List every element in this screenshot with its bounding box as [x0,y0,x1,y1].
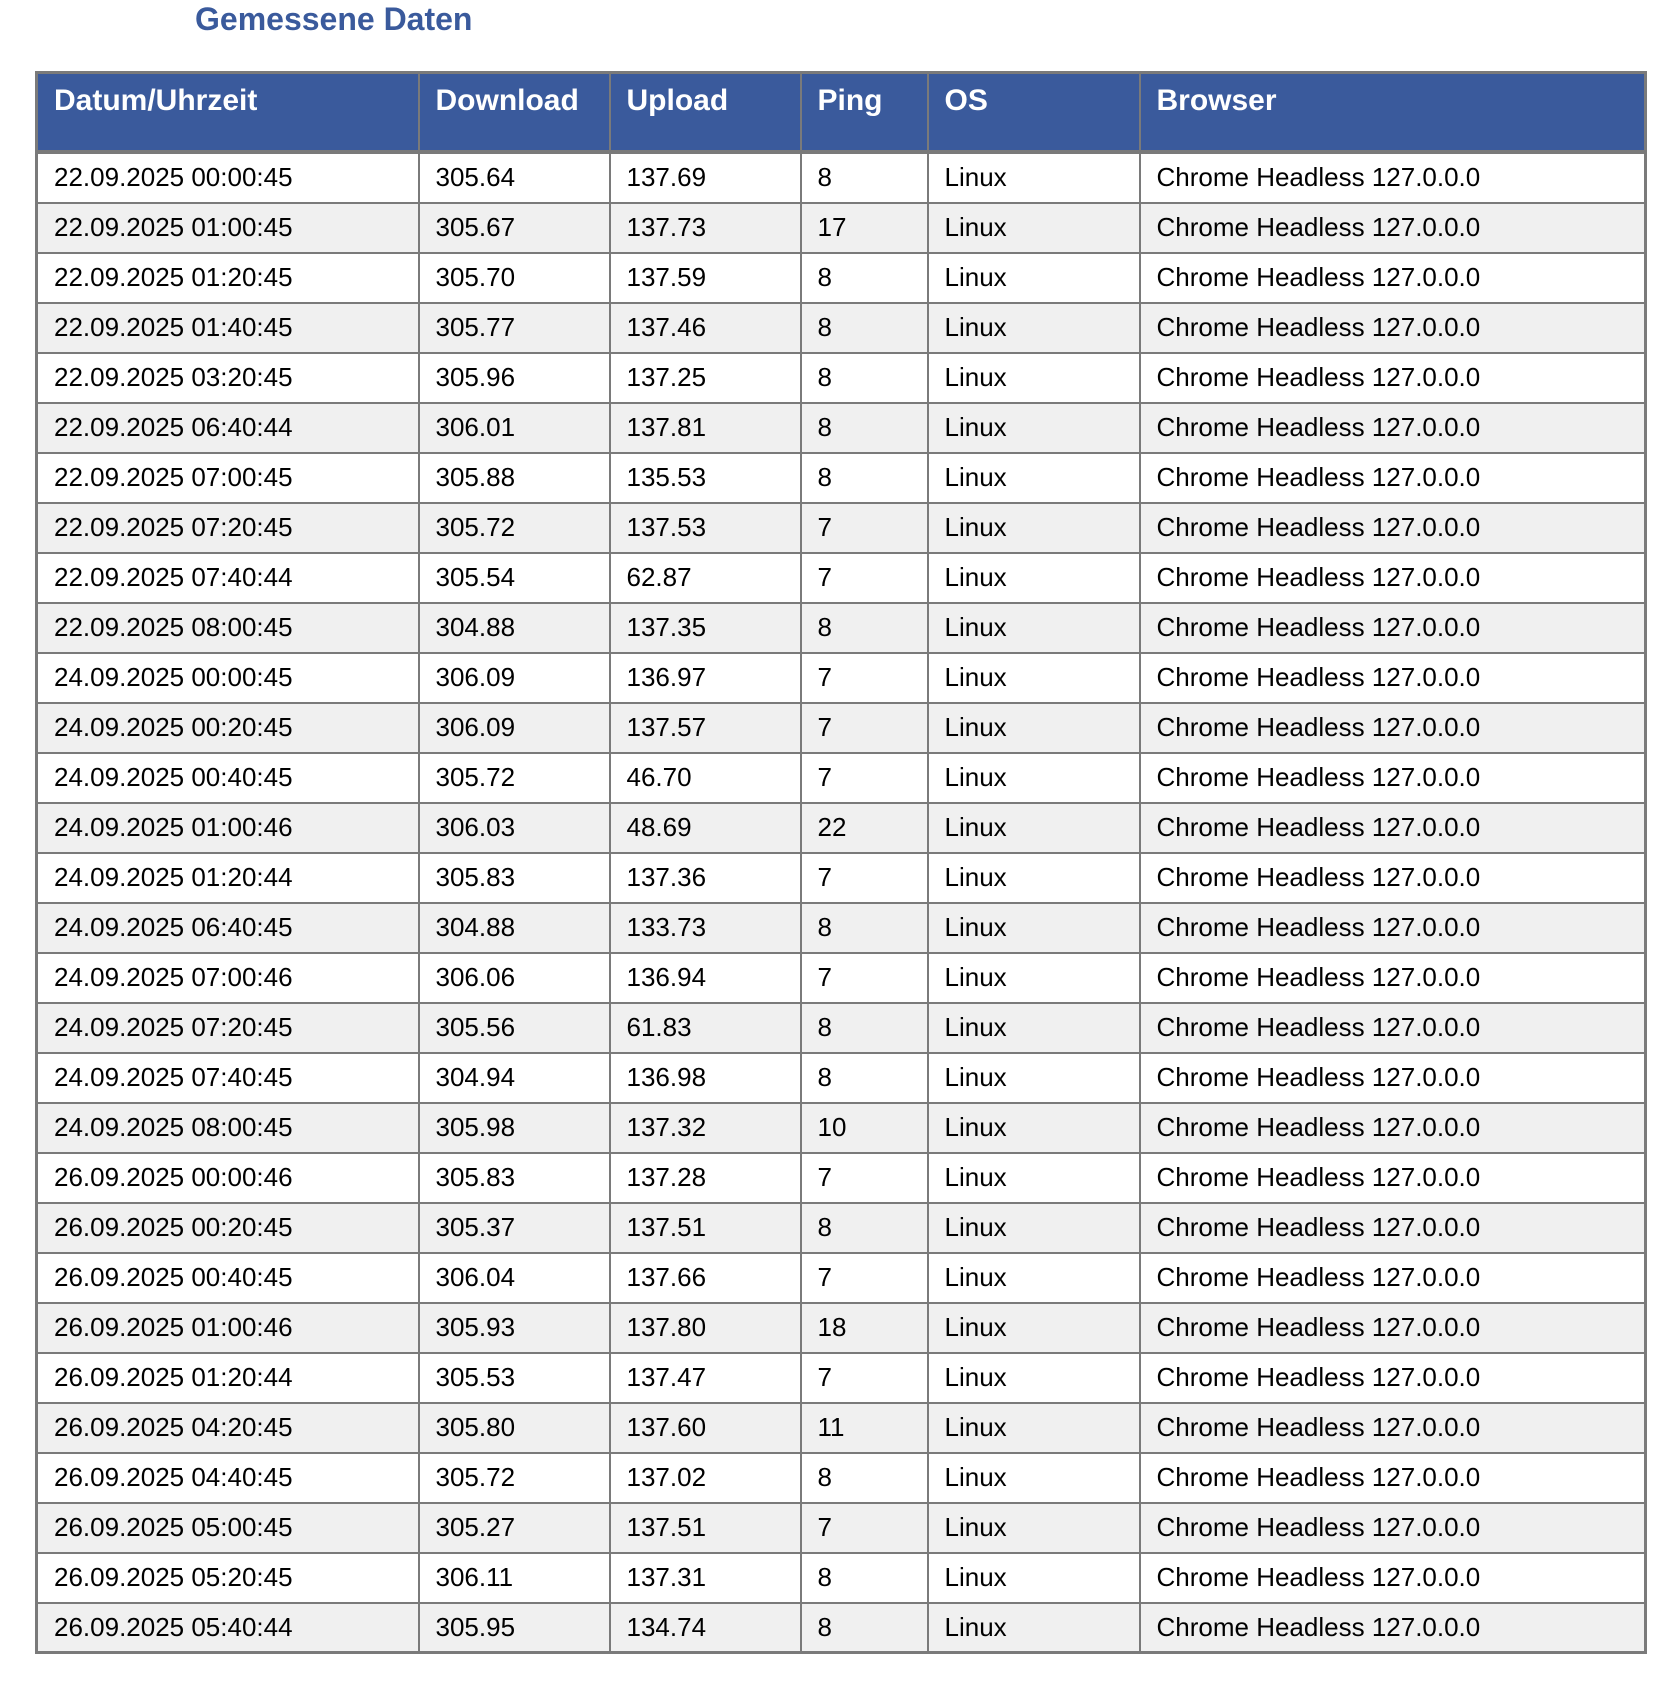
cell-download: 306.09 [419,653,610,703]
cell-os: Linux [928,803,1140,853]
cell-download: 305.72 [419,503,610,553]
cell-download: 306.03 [419,803,610,853]
measurements-table [35,71,1647,1654]
table-row [37,353,1646,403]
cell-download: 305.53 [419,1353,610,1403]
table-header [37,73,1646,151]
cell-ping: 7 [801,553,928,603]
cell-ping: 8 [801,153,928,203]
cell-datetime: 22.09.2025 00:00:45 [37,153,419,203]
cell-datetime: 22.09.2025 01:20:45 [37,253,419,303]
cell-ping: 8 [801,1053,928,1103]
table-row [37,1003,1646,1053]
cell-ping: 7 [801,653,928,703]
table-row [37,1603,1646,1653]
cell-browser: Chrome Headless 127.0.0.0 [1140,853,1646,903]
cell-os: Linux [928,903,1140,953]
cell-os: Linux [928,403,1140,453]
page-title: Gemessene Daten [195,1,473,37]
cell-os: Linux [928,1153,1140,1203]
cell-ping: 8 [801,453,928,503]
cell-upload: 137.31 [610,1553,801,1603]
cell-datetime: 26.09.2025 00:00:46 [37,1153,419,1203]
cell-ping: 8 [801,1453,928,1503]
column-header-ping: Ping [801,73,928,151]
cell-download: 305.72 [419,1453,610,1503]
cell-upload: 137.51 [610,1503,801,1553]
cell-ping: 8 [801,253,928,303]
table-row [37,1053,1646,1103]
cell-ping: 8 [801,1603,928,1653]
cell-upload: 133.73 [610,903,801,953]
cell-datetime: 26.09.2025 05:40:44 [37,1603,419,1653]
cell-os: Linux [928,1303,1140,1353]
cell-datetime: 22.09.2025 07:40:44 [37,553,419,603]
cell-os: Linux [928,453,1140,503]
cell-download: 305.27 [419,1503,610,1553]
table-row [37,1303,1646,1353]
cell-upload: 137.59 [610,253,801,303]
cell-os: Linux [928,1553,1140,1603]
cell-download: 306.09 [419,703,610,753]
column-header-download: Download [419,73,610,151]
cell-download: 306.01 [419,403,610,453]
cell-browser: Chrome Headless 127.0.0.0 [1140,1153,1646,1203]
cell-datetime: 22.09.2025 07:00:45 [37,453,419,503]
cell-os: Linux [928,353,1140,403]
cell-datetime: 22.09.2025 08:00:45 [37,603,419,653]
cell-datetime: 22.09.2025 03:20:45 [37,353,419,403]
cell-ping: 7 [801,1253,928,1303]
cell-browser: Chrome Headless 127.0.0.0 [1140,1303,1646,1353]
cell-download: 305.70 [419,253,610,303]
cell-datetime: 24.09.2025 00:40:45 [37,753,419,803]
cell-os: Linux [928,1453,1140,1503]
cell-ping: 7 [801,753,928,803]
cell-os: Linux [928,153,1140,203]
table-row [37,303,1646,353]
cell-upload: 137.36 [610,853,801,903]
table-header-row [37,73,1646,151]
cell-ping: 8 [801,1553,928,1603]
cell-download: 305.56 [419,1003,610,1053]
cell-datetime: 24.09.2025 07:20:45 [37,1003,419,1053]
table-row [37,253,1646,303]
cell-upload: 136.98 [610,1053,801,1103]
cell-os: Linux [928,853,1140,903]
cell-ping: 22 [801,803,928,853]
cell-ping: 17 [801,203,928,253]
cell-download: 304.88 [419,903,610,953]
cell-download: 305.93 [419,1303,610,1353]
cell-ping: 18 [801,1303,928,1353]
cell-upload: 137.69 [610,153,801,203]
cell-download: 305.98 [419,1103,610,1153]
cell-datetime: 22.09.2025 01:40:45 [37,303,419,353]
cell-browser: Chrome Headless 127.0.0.0 [1140,253,1646,303]
cell-upload: 137.51 [610,1203,801,1253]
table-row [37,153,1646,203]
cell-ping: 7 [801,1353,928,1403]
cell-download: 305.83 [419,1153,610,1203]
cell-browser: Chrome Headless 127.0.0.0 [1140,1553,1646,1603]
cell-download: 304.94 [419,1053,610,1103]
cell-upload: 137.02 [610,1453,801,1503]
cell-ping: 8 [801,903,928,953]
table-row [37,803,1646,853]
cell-datetime: 26.09.2025 00:20:45 [37,1203,419,1253]
cell-upload: 137.25 [610,353,801,403]
cell-upload: 137.35 [610,603,801,653]
table-row [37,753,1646,803]
cell-upload: 137.46 [610,303,801,353]
cell-os: Linux [928,1603,1140,1653]
cell-download: 304.88 [419,603,610,653]
column-header-os: OS [928,73,1140,151]
cell-datetime: 24.09.2025 08:00:45 [37,1103,419,1153]
cell-datetime: 26.09.2025 01:20:44 [37,1353,419,1403]
cell-download: 305.54 [419,553,610,603]
cell-upload: 48.69 [610,803,801,853]
cell-download: 305.80 [419,1403,610,1453]
table-row [37,503,1646,553]
cell-os: Linux [928,1253,1140,1303]
cell-ping: 7 [801,503,928,553]
cell-upload: 134.74 [610,1603,801,1653]
cell-os: Linux [928,1003,1140,1053]
cell-browser: Chrome Headless 127.0.0.0 [1140,1453,1646,1503]
cell-browser: Chrome Headless 127.0.0.0 [1140,553,1646,603]
cell-browser: Chrome Headless 127.0.0.0 [1140,1253,1646,1303]
cell-datetime: 26.09.2025 00:40:45 [37,1253,419,1303]
cell-upload: 137.57 [610,703,801,753]
cell-upload: 137.66 [610,1253,801,1303]
cell-browser: Chrome Headless 127.0.0.0 [1140,403,1646,453]
cell-datetime: 24.09.2025 00:00:45 [37,653,419,703]
cell-browser: Chrome Headless 127.0.0.0 [1140,1603,1646,1653]
cell-browser: Chrome Headless 127.0.0.0 [1140,1203,1646,1253]
cell-browser: Chrome Headless 127.0.0.0 [1140,1053,1646,1103]
cell-ping: 8 [801,403,928,453]
cell-download: 305.67 [419,203,610,253]
cell-datetime: 22.09.2025 01:00:45 [37,203,419,253]
cell-browser: Chrome Headless 127.0.0.0 [1140,753,1646,803]
cell-os: Linux [928,503,1140,553]
cell-download: 305.37 [419,1203,610,1253]
cell-os: Linux [928,753,1140,803]
column-header-browser: Browser [1140,73,1646,151]
cell-upload: 137.81 [610,403,801,453]
measurements-table-container [35,71,1647,1654]
cell-upload: 136.97 [610,653,801,703]
cell-datetime: 24.09.2025 07:40:45 [37,1053,419,1103]
cell-ping: 7 [801,703,928,753]
table-row [37,453,1646,503]
cell-browser: Chrome Headless 127.0.0.0 [1140,653,1646,703]
cell-datetime: 24.09.2025 01:20:44 [37,853,419,903]
cell-os: Linux [928,1203,1140,1253]
cell-ping: 8 [801,353,928,403]
cell-browser: Chrome Headless 127.0.0.0 [1140,503,1646,553]
cell-download: 305.72 [419,753,610,803]
cell-os: Linux [928,303,1140,353]
table-body [37,151,1646,1653]
cell-browser: Chrome Headless 127.0.0.0 [1140,453,1646,503]
cell-download: 306.11 [419,1553,610,1603]
table-row [37,1103,1646,1153]
table-row [37,703,1646,753]
cell-upload: 137.73 [610,203,801,253]
cell-browser: Chrome Headless 127.0.0.0 [1140,153,1646,203]
cell-ping: 8 [801,1003,928,1053]
cell-datetime: 26.09.2025 04:20:45 [37,1403,419,1453]
cell-ping: 10 [801,1103,928,1153]
cell-upload: 137.47 [610,1353,801,1403]
table-row [37,953,1646,1003]
cell-os: Linux [928,553,1140,603]
cell-ping: 7 [801,853,928,903]
cell-download: 305.77 [419,303,610,353]
cell-datetime: 22.09.2025 07:20:45 [37,503,419,553]
cell-os: Linux [928,653,1140,703]
cell-ping: 8 [801,303,928,353]
cell-browser: Chrome Headless 127.0.0.0 [1140,703,1646,753]
cell-browser: Chrome Headless 127.0.0.0 [1140,903,1646,953]
cell-datetime: 24.09.2025 06:40:45 [37,903,419,953]
cell-datetime: 26.09.2025 05:00:45 [37,1503,419,1553]
cell-upload: 137.60 [610,1403,801,1453]
table-row [37,203,1646,253]
cell-upload: 61.83 [610,1003,801,1053]
table-row [37,1553,1646,1603]
cell-download: 305.95 [419,1603,610,1653]
table-row [37,403,1646,453]
cell-browser: Chrome Headless 127.0.0.0 [1140,203,1646,253]
cell-browser: Chrome Headless 127.0.0.0 [1140,1403,1646,1453]
table-row [37,1153,1646,1203]
cell-os: Linux [928,953,1140,1003]
cell-ping: 7 [801,953,928,1003]
cell-browser: Chrome Headless 127.0.0.0 [1140,953,1646,1003]
table-row [37,1353,1646,1403]
cell-upload: 137.53 [610,503,801,553]
cell-download: 305.83 [419,853,610,903]
table-row [37,603,1646,653]
cell-upload: 62.87 [610,553,801,603]
cell-datetime: 26.09.2025 05:20:45 [37,1553,419,1603]
cell-upload: 137.28 [610,1153,801,1203]
cell-ping: 7 [801,1153,928,1203]
table-row [37,1503,1646,1553]
cell-os: Linux [928,1053,1140,1103]
table-row [37,1253,1646,1303]
cell-download: 305.96 [419,353,610,403]
cell-os: Linux [928,253,1140,303]
cell-upload: 46.70 [610,753,801,803]
table-row [37,553,1646,603]
column-header-datetime: Datum/Uhrzeit [37,73,419,151]
table-row [37,853,1646,903]
cell-browser: Chrome Headless 127.0.0.0 [1140,1503,1646,1553]
cell-download: 306.04 [419,1253,610,1303]
cell-os: Linux [928,1503,1140,1553]
cell-browser: Chrome Headless 127.0.0.0 [1140,1103,1646,1153]
cell-datetime: 26.09.2025 01:00:46 [37,1303,419,1353]
cell-datetime: 22.09.2025 06:40:44 [37,403,419,453]
cell-browser: Chrome Headless 127.0.0.0 [1140,803,1646,853]
cell-browser: Chrome Headless 127.0.0.0 [1140,303,1646,353]
cell-browser: Chrome Headless 127.0.0.0 [1140,1003,1646,1053]
cell-upload: 136.94 [610,953,801,1003]
cell-datetime: 24.09.2025 00:20:45 [37,703,419,753]
cell-os: Linux [928,1403,1140,1453]
table-row [37,1453,1646,1503]
table-row [37,1203,1646,1253]
cell-browser: Chrome Headless 127.0.0.0 [1140,603,1646,653]
cell-browser: Chrome Headless 127.0.0.0 [1140,1353,1646,1403]
cell-download: 305.88 [419,453,610,503]
column-header-upload: Upload [610,73,801,151]
cell-download: 306.06 [419,953,610,1003]
cell-datetime: 24.09.2025 07:00:46 [37,953,419,1003]
cell-datetime: 24.09.2025 01:00:46 [37,803,419,853]
cell-os: Linux [928,703,1140,753]
cell-download: 305.64 [419,153,610,203]
cell-upload: 137.80 [610,1303,801,1353]
cell-upload: 137.32 [610,1103,801,1153]
cell-ping: 8 [801,1203,928,1253]
cell-datetime: 26.09.2025 04:40:45 [37,1453,419,1503]
cell-os: Linux [928,203,1140,253]
cell-ping: 7 [801,1503,928,1553]
cell-browser: Chrome Headless 127.0.0.0 [1140,353,1646,403]
table-row [37,903,1646,953]
cell-ping: 8 [801,603,928,653]
cell-os: Linux [928,603,1140,653]
cell-ping: 11 [801,1403,928,1453]
table-row [37,1403,1646,1453]
cell-os: Linux [928,1103,1140,1153]
cell-upload: 135.53 [610,453,801,503]
cell-os: Linux [928,1353,1140,1403]
table-row [37,653,1646,703]
